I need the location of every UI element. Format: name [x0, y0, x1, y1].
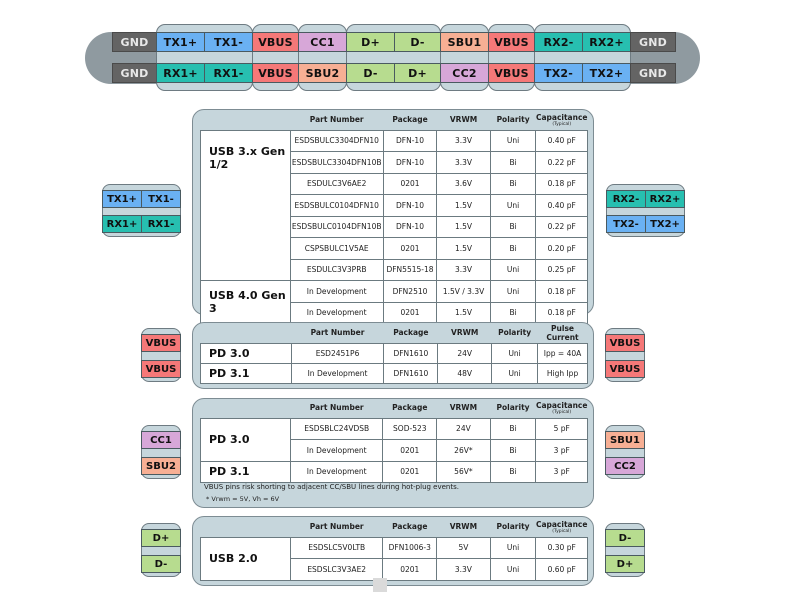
pin-top-9: RX2- [534, 32, 583, 52]
pin-top-8: VBUS [488, 32, 535, 52]
cell: 5V [437, 537, 491, 559]
header-polarity: Polarity [498, 328, 532, 338]
stub-vbus-left-pin-1: VBUS [141, 360, 181, 378]
pin-bottom-7: CC2 [440, 63, 489, 83]
cell: ESDSBULC0104DFN10B [290, 216, 383, 238]
header-part-number: Part Number [309, 522, 364, 532]
cell: ESDULC3V3PRB [290, 259, 383, 281]
cell: 1.5V / 3.3V [437, 281, 490, 303]
stub-d-left-pin-1: D- [141, 555, 181, 573]
cell: Uni [490, 559, 536, 581]
cell: In Development [290, 302, 383, 324]
row-label: USB 4.0 Gen 3 [201, 281, 291, 324]
cell: 0.22 pF [536, 152, 588, 174]
cell: ESDSBULC3304DFN10 [290, 130, 383, 152]
table-row [201, 461, 588, 483]
cell: Uni [490, 130, 536, 152]
row-label: USB 3.x Gen 1/2 [201, 130, 291, 281]
pin-top-7: SBU1 [440, 32, 489, 52]
header-vrwm: VRWM [449, 522, 478, 532]
header-package: Package [393, 328, 429, 338]
pin-top-5: D+ [346, 32, 395, 52]
header-vrwm: VRWM [449, 115, 478, 125]
cell: DFN5515-18 [383, 259, 437, 281]
stub-usb3-right-pin-3: TX2+ [645, 215, 685, 233]
table-usb2 [200, 517, 588, 581]
stub-usb3-left-pin-2: RX1+ [102, 215, 142, 233]
table-row [201, 130, 588, 152]
cell: 0.60 pF [536, 559, 588, 581]
header-part-number: Part Number [309, 115, 364, 125]
header-capacitance: Capacitance (Typical) [535, 400, 588, 415]
header-pulse-current: Pulse Current [546, 323, 579, 342]
cell: 0.18 pF [536, 302, 588, 324]
pin-top-11: GND [630, 32, 676, 52]
header-part-number: Part Number [310, 328, 365, 338]
stub-usb3-left-pin-1: TX1- [141, 190, 181, 208]
cell: High Ipp [538, 363, 588, 383]
cell: 24V [438, 343, 492, 363]
cell: 1.5V [437, 216, 490, 238]
pin-top-6: D- [394, 32, 441, 52]
cell: Bi [490, 302, 536, 324]
cell: 26V* [437, 440, 491, 462]
cell: Bi [490, 238, 536, 260]
cell: 3.3V [437, 559, 491, 581]
cell: In Development [290, 440, 383, 462]
cell: 3.3V [437, 130, 490, 152]
cell: 0.20 pF [536, 238, 588, 260]
table-row [201, 363, 588, 383]
table-cc [200, 398, 588, 483]
table-vbus [200, 323, 588, 384]
cell: 0201 [383, 559, 437, 581]
pin-top-4: CC1 [298, 32, 347, 52]
row-label: PD 3.1 [201, 363, 292, 383]
table-row [201, 281, 588, 303]
cell: 5 pF [536, 418, 588, 440]
cell: 0.18 pF [536, 281, 588, 303]
stub-cc-left-pin-0: CC1 [141, 431, 181, 449]
cell: 3.3V [437, 152, 490, 174]
row-label: PD 3.0 [201, 343, 292, 363]
cell: Bi [490, 216, 536, 238]
stub-cc-right-pin-0: SBU1 [605, 431, 645, 449]
stub-vbus-right-pin-1: VBUS [605, 360, 645, 378]
header-polarity: Polarity [496, 115, 530, 125]
pin-top-2: TX1- [204, 32, 253, 52]
header-vrwm: VRWM [449, 403, 478, 413]
cell: 24V [437, 418, 491, 440]
cell: Uni [492, 363, 538, 383]
header-package: Package [392, 115, 428, 125]
stub-usb3-right-pin-1: RX2+ [645, 190, 685, 208]
cell: DFN-10 [383, 195, 437, 217]
cell: Bi [490, 152, 536, 174]
header-polarity: Polarity [496, 522, 530, 532]
stub-usb3-right-pin-2: TX2- [606, 215, 646, 233]
pin-bottom-6: D+ [394, 63, 441, 83]
pin-bottom-1: RX1+ [156, 63, 205, 83]
table-row [201, 343, 588, 363]
stub-vbus-left-pin-0: VBUS [141, 334, 181, 352]
table-row [201, 418, 588, 440]
scroll-handle[interactable] [373, 578, 387, 592]
cell: 3 pF [536, 440, 588, 462]
stub-d-right-pin-0: D- [605, 529, 645, 547]
cell: 0201 [383, 238, 437, 260]
stub-d-left-pin-0: D+ [141, 529, 181, 547]
cell: ESDSLC3V3AE2 [291, 559, 383, 581]
cell: DFN-10 [383, 216, 437, 238]
stub-usb3-right-pin-0: RX2- [606, 190, 646, 208]
cell: 1.5V [437, 302, 490, 324]
vbus-hotplug-note: VBUS pins risk shorting to adjacent CC/SBU lines during hot-plug events. [204, 483, 459, 491]
pin-bottom-0: GND [112, 63, 157, 83]
pin-bottom-3: VBUS [252, 63, 299, 83]
cell: 0201 [383, 173, 437, 195]
pin-top-1: TX1+ [156, 32, 205, 52]
pin-bottom-9: TX2- [534, 63, 583, 83]
cell: ESDSBULC0104DFN10 [290, 195, 383, 217]
cell: Bi [490, 173, 536, 195]
cell: DFN-10 [383, 130, 437, 152]
cell: 3 pF [536, 461, 588, 483]
cell: In Development [290, 461, 383, 483]
cell: In Development [290, 281, 383, 303]
cell: DFN1610 [384, 343, 438, 363]
cell: 0.22 pF [536, 216, 588, 238]
cell: Uni [492, 343, 538, 363]
cell: 1.5V [437, 195, 490, 217]
cell: Bi [490, 440, 536, 462]
cell: Uni [490, 259, 536, 281]
cell: ESDSLC5V0LTB [291, 537, 383, 559]
pin-bottom-2: RX1- [204, 63, 253, 83]
cell: DFN1610 [384, 363, 438, 383]
cell: Bi [490, 418, 536, 440]
cell: ESDSBLC24VDSB [290, 418, 383, 440]
header-vrwm: VRWM [451, 328, 479, 338]
cell: Uni [490, 195, 536, 217]
table-usb3 [200, 110, 588, 324]
cell: DFN-10 [383, 152, 437, 174]
cell: 1.5V [437, 238, 490, 260]
cell: 0201 [383, 461, 437, 483]
cell: 0201 [383, 440, 437, 462]
cell: Uni [490, 537, 536, 559]
cell: ESDULC3V6AE2 [290, 173, 383, 195]
cell: ESDSBULC3304DFN10B [290, 152, 383, 174]
header-capacitance: Capacitance (Typical) [535, 112, 588, 127]
pin-bottom-8: VBUS [488, 63, 535, 83]
stub-cc-right-pin-1: CC2 [605, 457, 645, 475]
cell: 0.25 pF [536, 259, 588, 281]
cell: Uni [490, 281, 536, 303]
cell: In Development [291, 363, 384, 383]
cell: 48V [438, 363, 492, 383]
table-row [201, 537, 588, 559]
cell: CSPSBULC1V5AE [290, 238, 383, 260]
stub-cc-left-pin-1: SBU2 [141, 457, 181, 475]
pin-top-3: VBUS [252, 32, 299, 52]
cell: DFN1006-3 [383, 537, 437, 559]
pin-bottom-5: D- [346, 63, 395, 83]
header-package: Package [392, 403, 428, 413]
cell: 0201 [383, 302, 437, 324]
row-label: PD 3.0 [201, 418, 291, 461]
header-package: Package [392, 522, 428, 532]
cell: 0.40 pF [536, 130, 588, 152]
pin-bottom-4: SBU2 [298, 63, 347, 83]
pin-top-0: GND [112, 32, 157, 52]
cell: Bi [490, 461, 536, 483]
header-part-number: Part Number [309, 403, 364, 413]
header-capacitance: Capacitance (Typical) [535, 519, 588, 534]
pin-bottom-10: TX2+ [582, 63, 631, 83]
vrwm-footnote: * Vrwm = 5V, Vh = 6V [206, 495, 280, 503]
cell: 0.18 pF [536, 173, 588, 195]
cell: ESD2451P6 [291, 343, 384, 363]
cell: 56V* [437, 461, 491, 483]
cell: SOD-523 [383, 418, 437, 440]
row-label: USB 2.0 [201, 537, 291, 580]
stub-d-right-pin-1: D+ [605, 555, 645, 573]
cell: 3.3V [437, 259, 490, 281]
stub-usb3-left-pin-3: RX1- [141, 215, 181, 233]
cell: DFN2510 [383, 281, 437, 303]
cell: 0.40 pF [536, 195, 588, 217]
stub-vbus-right-pin-0: VBUS [605, 334, 645, 352]
header-polarity: Polarity [496, 403, 530, 413]
cell: 0.30 pF [536, 537, 588, 559]
cell: Ipp = 40A [538, 343, 588, 363]
row-label: PD 3.1 [201, 461, 291, 483]
cell: 3.6V [437, 173, 490, 195]
pin-top-10: RX2+ [582, 32, 631, 52]
stub-usb3-left-pin-0: TX1+ [102, 190, 142, 208]
pin-bottom-11: GND [630, 63, 676, 83]
